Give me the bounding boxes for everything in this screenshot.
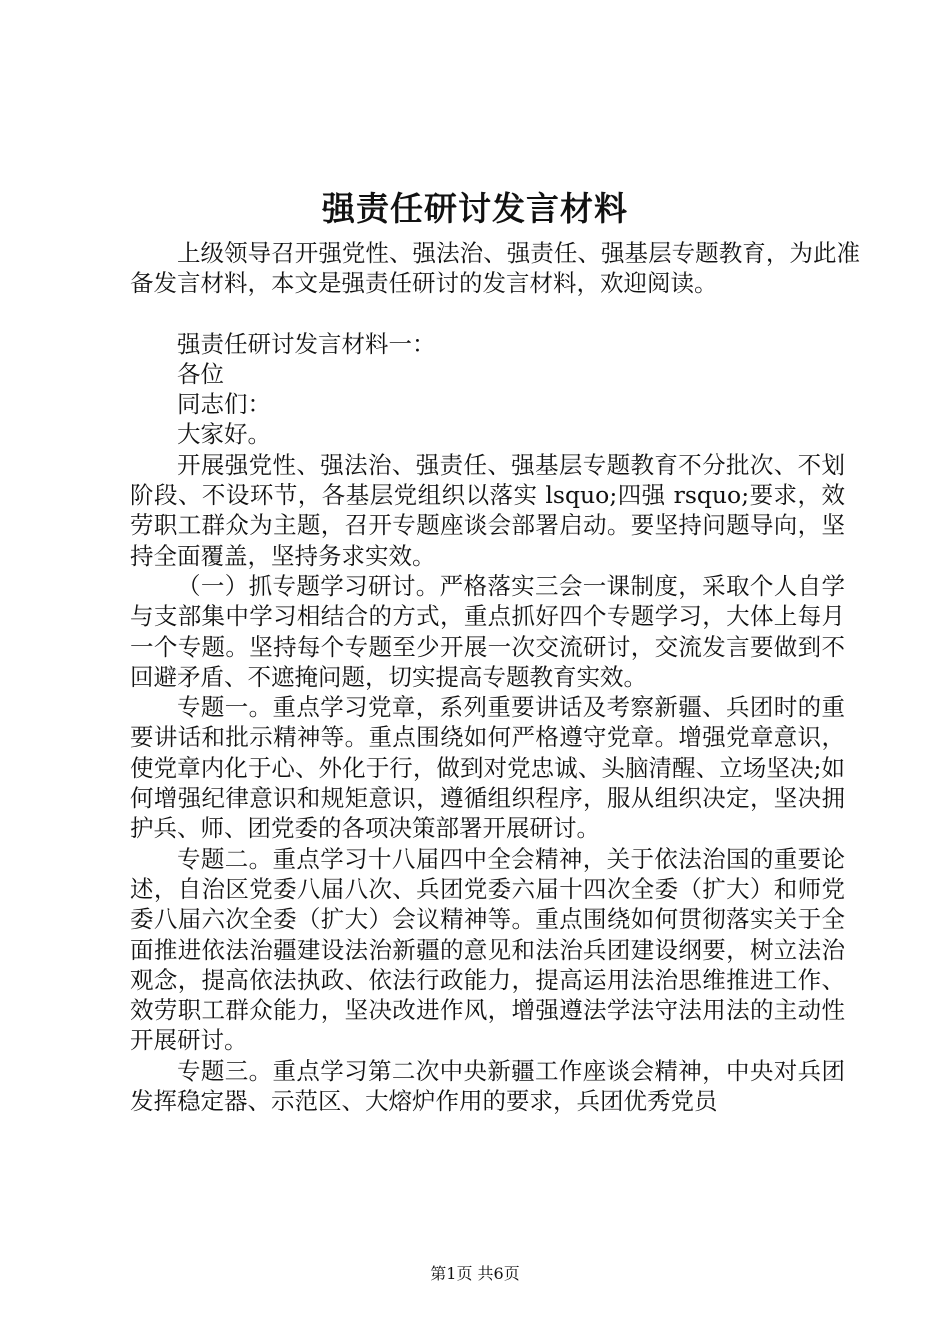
page-number-footer: 第1页 共6页 <box>430 1264 520 1283</box>
salutation-line: 同志们： <box>177 390 271 419</box>
body-paragraph: 开展强党性、强法治、强责任、强基层专题教育不分批次、不划阶段、不设环节，各基层党组织以落实 lsquo;四强 rsquo;要求，效劳职工群众为主题，召开专题座谈会部署启动。要坚持问题导向，坚持全面覆盖，坚持务求实效。 <box>130 450 845 570</box>
section-heading: 强责任研讨发言材料一： <box>177 329 436 358</box>
body-paragraph: 专题一。重点学习党章，系列重要讲话及考察新疆、兵团时的重要讲话和批示精神等。重点围绕如何严格遵守党章。增强党章意识，使党章内化于心、外化于行，做到对党忠诚、头脑清醒、立场坚决;如何增强纪律意识和规矩意识，遵循组织程序，服从组织决定，坚决拥护兵、师、团党委的各项决策部署开展研讨。 <box>130 693 845 843</box>
intro-paragraph: 上级领导召开强党性、强法治、强责任、强基层专题教育，为此准备发言材料，本文是强责任研讨的发言材料，欢迎阅读。 <box>130 239 860 298</box>
salutation-line: 各位 <box>177 359 224 388</box>
paragraph-spacer <box>130 299 845 329</box>
document-body <box>130 238 860 1116</box>
body-paragraph: 专题二。重点学习十八届四中全会精神，关于依法治国的重要论述，自治区党委八届八次、兵团党委六届十四次全委（扩大）和师党委八届六次全委（扩大）会议精神等。重点围绕如何贯彻落实关于全面推进依法治疆建设法治新疆的意见和法治兵团建设纲要，树立法治观念，提高依法执政、依法行政能力，提高运用法治思维推进工作、效劳职工群众能力，坚决改进作风，增强遵法学法守法用法的主动性开展研讨。 <box>130 844 845 1055</box>
greeting-line: 大家好。 <box>177 420 271 449</box>
body-paragraph: （一）抓专题学习研讨。严格落实三会一课制度，采取个人自学与支部集中学习相结合的方式，重点抓好四个专题学习，大体上每月一个专题。坚持每个专题至少开展一次交流研讨，交流发言要做到不回避矛盾、不遮掩问题，切实提高专题教育实效。 <box>130 571 845 691</box>
body-paragraph: 专题三。重点学习第二次中央新疆工作座谈会精神，中央对兵团发挥稳定器、示范区、大熔炉作用的要求，兵团优秀党员 <box>130 1056 845 1116</box>
document-title: 强责任研讨发言材料 <box>322 189 628 228</box>
